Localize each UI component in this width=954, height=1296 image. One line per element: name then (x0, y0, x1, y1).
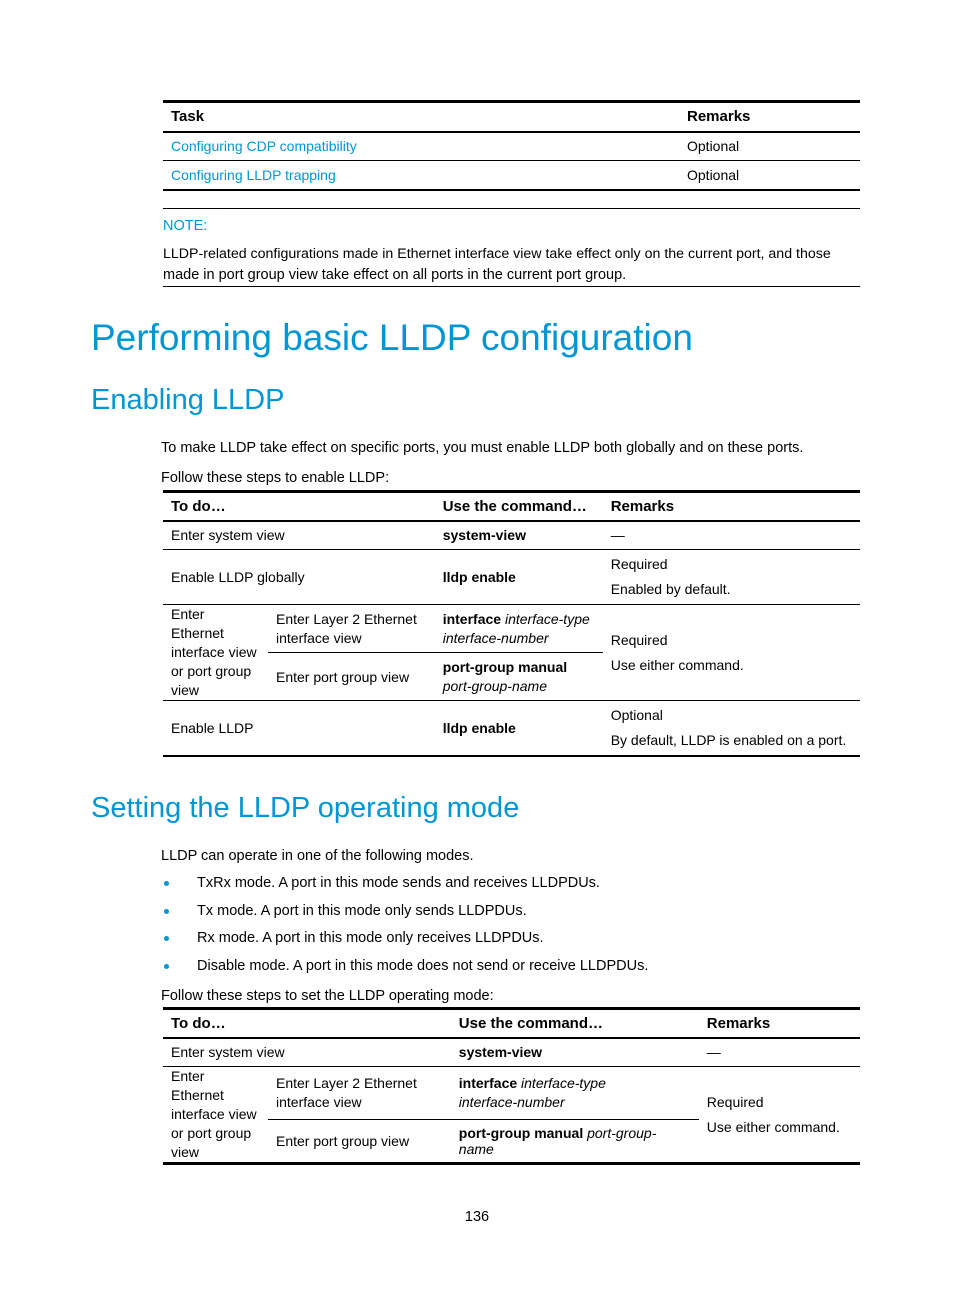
command-cell (451, 1119, 699, 1163)
sub-todo-cell: Enter port group view (276, 1132, 410, 1149)
remarks-header: Remarks (610, 497, 675, 515)
todo-line: interface view (171, 1106, 257, 1122)
enabling-follow-text: Follow these steps to enable LLDP: (161, 470, 390, 486)
list-item: Tx mode. A port in this mode only sends LLDPDUs. (197, 903, 527, 919)
todo-line: view (171, 1144, 200, 1160)
list-item: Disable mode. A port in this mode does not send or receive LLDPDUs. (197, 958, 649, 974)
bullet-icon (164, 909, 169, 914)
todo-line: view (171, 682, 200, 698)
bullet-icon (164, 964, 169, 969)
note-line-1: LLDP-related configurations made in Ethernet interface view take effect only on the current port, and those (163, 246, 831, 262)
sub-todo-cell: Enter port group view (276, 668, 410, 685)
table-cell: — (610, 527, 625, 544)
remarks-line: Enabled by default. (610, 581, 731, 597)
remarks-cell (603, 605, 860, 701)
command-arg: interface-type (521, 1074, 606, 1091)
command-cell: system-view (458, 1044, 543, 1061)
remarks-header: Remarks (706, 1014, 771, 1032)
command-arg: port-group-name (458, 1124, 657, 1157)
remarks-header: Remarks (687, 108, 751, 126)
command-header: Use the command… (458, 1014, 603, 1032)
sub-todo-cell (268, 605, 435, 653)
bullet-icon (164, 881, 169, 886)
command-arg: interface-type (504, 610, 590, 627)
command-header: Use the command… (442, 497, 587, 515)
table-cell: Enable LLDP (171, 719, 254, 736)
todo-line: or port group (171, 663, 252, 679)
note-box (163, 208, 860, 287)
task-header: Task (171, 108, 205, 126)
remarks-line: Optional (610, 706, 663, 723)
todo-header: To do… (171, 1014, 226, 1032)
todo-line: interface view (171, 644, 257, 660)
command-cell (435, 605, 603, 653)
mode-follow-text: Follow these steps to set the LLDP operating mode: (161, 988, 494, 1004)
task-table (163, 100, 860, 191)
remarks-line: Required (610, 631, 668, 648)
merged-todo-cell (163, 605, 268, 701)
operating-mode-table (163, 1007, 860, 1165)
todo-line: Enter Ethernet (171, 606, 224, 641)
remarks-cell (699, 1067, 860, 1164)
merged-todo-cell (163, 1067, 268, 1164)
note-label: NOTE: (163, 218, 208, 234)
page-title: Performing basic LLDP configuration (91, 317, 693, 358)
table-cell: Enable LLDP globally (171, 569, 305, 585)
remarks-line: Use either command. (706, 1118, 840, 1135)
sub-todo-line: Enter Layer 2 Ethernet (276, 1074, 417, 1091)
todo-line: Enter Ethernet (171, 1068, 224, 1103)
enabling-paragraph: To make LLDP take effect on specific ports, you must enable LLDP both globally and on these ports. (161, 440, 804, 456)
command-keyword: port-group manual (442, 658, 568, 675)
sub-todo-cell (268, 1067, 451, 1120)
command-arg: interface-number (458, 1093, 565, 1110)
table-cell: Optional (687, 138, 740, 155)
remarks-line: By default, LLDP is enabled on a port. (610, 731, 847, 748)
note-line-2: made in port group view take effect on all ports in the current port group. (163, 267, 627, 283)
mode-intro: LLDP can operate in one of the following modes. (161, 848, 474, 864)
section-heading-operating-mode: Setting the LLDP operating mode (91, 792, 520, 824)
table-cell: Enter system view (171, 1044, 285, 1061)
command-cell: lldp enable (442, 569, 516, 585)
table-cell: Optional (687, 166, 740, 183)
command-cell (451, 1067, 699, 1120)
command-arg: interface-number (442, 629, 549, 646)
list-item: Rx mode. A port in this mode only receives LLDPDUs. (197, 930, 544, 946)
sub-todo-line: interface view (276, 1093, 362, 1110)
bullet-icon (164, 936, 169, 941)
command-keyword: interface (458, 1074, 518, 1091)
command-keyword: interface (442, 610, 502, 627)
remarks-line: Required (610, 556, 668, 572)
table-cell: — (706, 1044, 721, 1061)
list-item: TxRx mode. A port in this mode sends and receives LLDPDUs. (197, 875, 600, 891)
sub-todo-line: Enter Layer 2 Ethernet (276, 610, 417, 627)
sub-todo-line: interface view (276, 629, 362, 646)
table-cell: Enter system view (171, 527, 285, 544)
command-cell: lldp enable (442, 719, 516, 736)
cdp-compatibility-link[interactable]: Configuring CDP compatibility (171, 138, 357, 155)
remarks-cell (603, 701, 860, 756)
page-number: 136 (464, 1209, 490, 1225)
lldp-trapping-link[interactable]: Configuring LLDP trapping (171, 166, 336, 183)
remarks-cell (603, 550, 860, 605)
command-keyword: port-group manual (458, 1124, 584, 1141)
todo-line: or port group (171, 1125, 252, 1141)
command-cell: system-view (442, 527, 526, 544)
command-arg: port-group-name (442, 677, 547, 694)
remarks-line: Use either command. (610, 656, 744, 673)
remarks-line: Required (706, 1093, 764, 1110)
command-cell (435, 653, 603, 701)
todo-header: To do… (171, 497, 226, 515)
section-heading-enabling-lldp: Enabling LLDP (91, 384, 285, 416)
enable-lldp-table (163, 490, 860, 757)
